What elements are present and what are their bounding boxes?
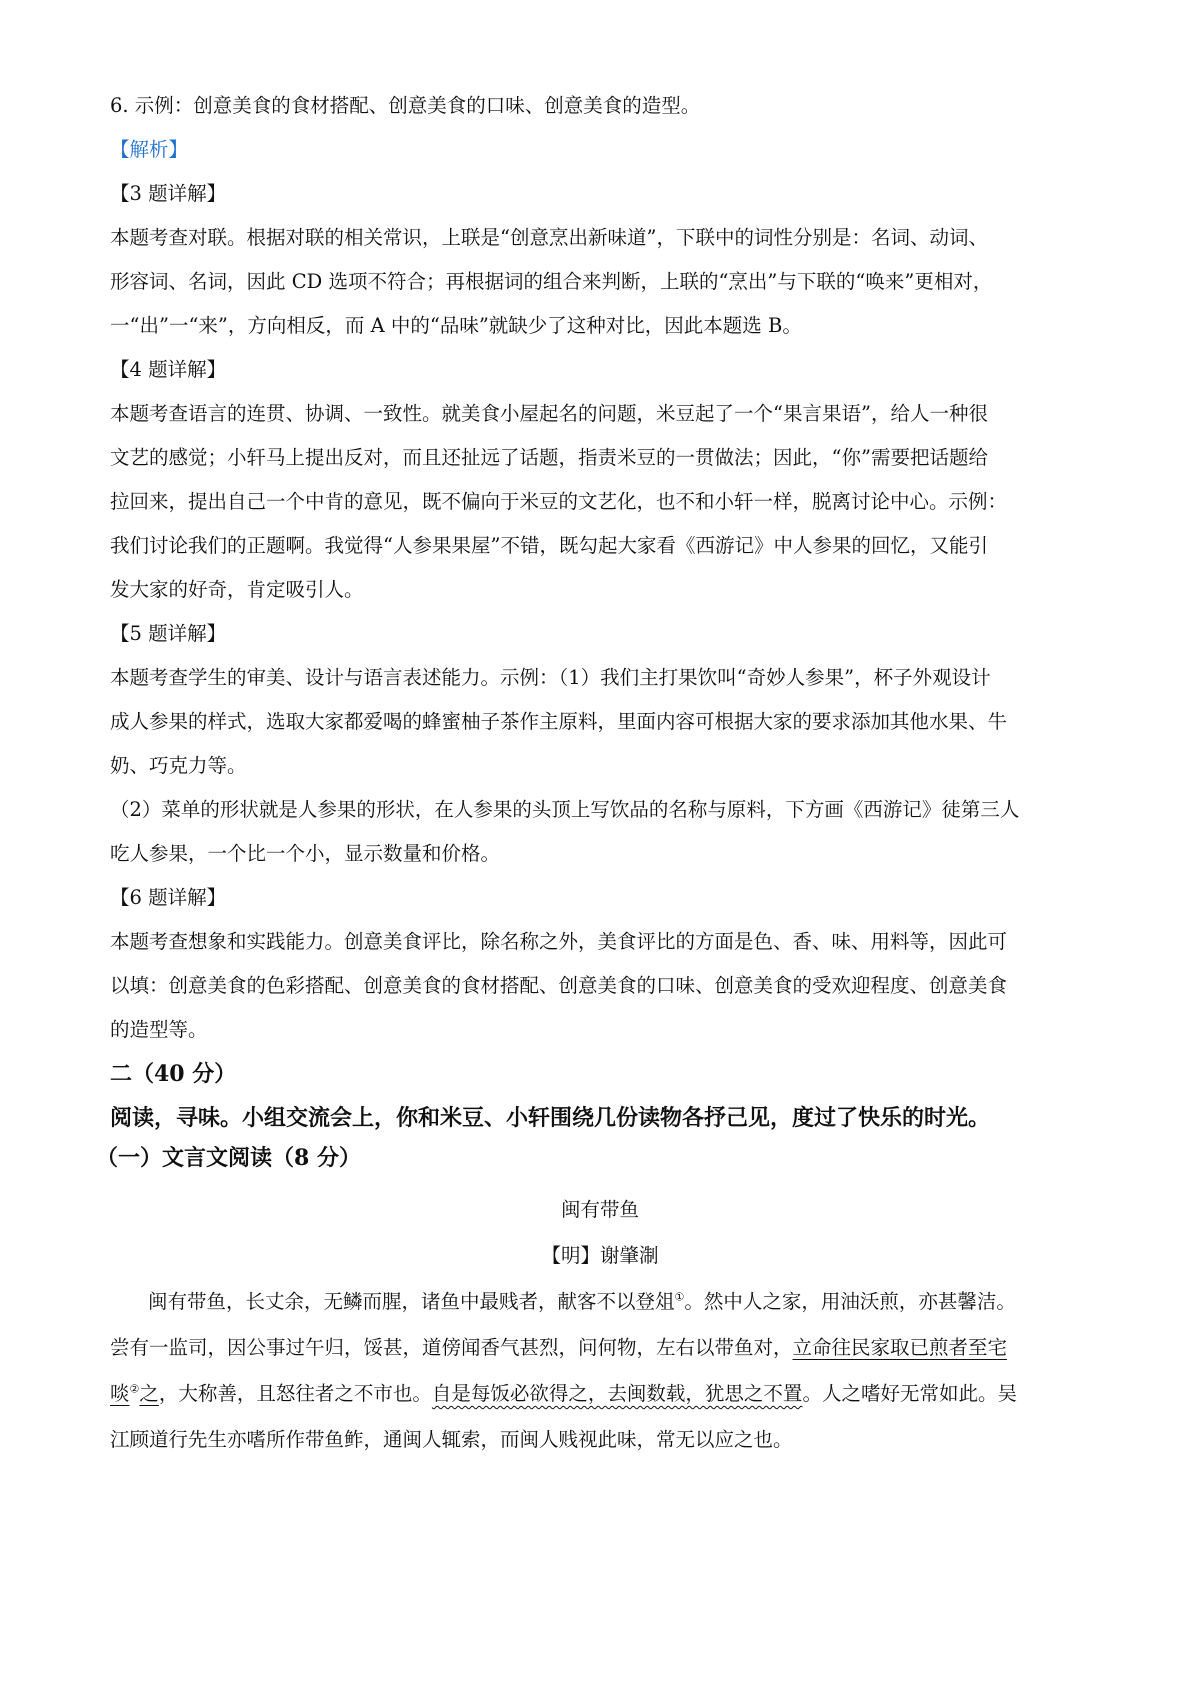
underlined-sentence: 啖	[110, 1382, 130, 1405]
classical-text: ，大称善，且怒往者之不市也。	[158, 1382, 432, 1405]
classical-line	[110, 1372, 1100, 1416]
wavy-underlined-sentence: 自是每饭必欲得之，去闽数载，犹思之不置	[431, 1382, 803, 1405]
q5-line: 奶、巧克力等。	[110, 754, 247, 777]
q6-line: 本题考查想象和实践能力。创意美食评比，除名称之外，美食评比的方面是色、香、味、用料等，因此可	[110, 930, 1008, 953]
underlined-sentence: 之	[139, 1382, 159, 1405]
underlined-sentence: 立命往民家取已煎者至宅	[792, 1336, 1008, 1359]
classical-line: 江顾道行先生亦嗜所作带鱼鲊，通闽人辄索，而闽人贱视此味，常无以应之也。	[110, 1428, 793, 1451]
q4-line: 我们讨论我们的正题啊。我觉得“人参果果屋”不错，既勾起大家看《西游记》中人参果的回忆，又能引	[110, 534, 988, 557]
q4-line: 拉回来，提出自己一个中肯的意见，既不偏向于米豆的文艺化，也不和小轩一样，脱离讨论中心。示例：	[110, 490, 1008, 513]
section-2-title: 二（40 分）	[110, 1061, 237, 1087]
q4-line: 文艺的感觉；小轩马上提出反对，而且还扯远了话题，指责米豆的一贯做法；因此，“你”需要把话题给	[110, 446, 988, 469]
q5-line: 吃人参果，一个比一个小，显示数量和价格。	[110, 842, 501, 865]
q3-line: 形容词、名词，因此 CD 选项不符合；再根据词的组合来判断，上联的“烹出”与下联的“唤来”更相对，	[110, 270, 993, 293]
section-2-intro: 阅读，寻味。小组交流会上，你和米豆、小轩围绕几份读物各抒己见，度过了快乐的时光。	[110, 1105, 991, 1131]
q6-line: 的造型等。	[110, 1018, 208, 1041]
q4-heading: 【4 题详解】	[110, 358, 227, 381]
classical-author: 【明】谢肇淛	[541, 1244, 659, 1267]
analysis-label: 【解析】	[110, 138, 189, 161]
answer-6: 6. 示例：创意美食的食材搭配、创意美食的口味、创意美食的造型。	[110, 94, 701, 117]
q3-line: 本题考查对联。根据对联的相关常识，上联是“创意烹出新味道”，下联中的词性分别是：名词、动词、	[110, 226, 988, 249]
q4-line: 发大家的好奇，肯定吸引人。	[110, 578, 364, 601]
q4-line: 本题考查语言的连贯、协调、一致性。就美食小屋起名的问题，米豆起了一个“果言果语”，给人一种很	[110, 402, 988, 425]
section-2-subtitle: （一）文言文阅读（8 分）	[96, 1145, 361, 1171]
classical-text: 。人之嗜好无常如此。吴	[802, 1382, 1017, 1405]
classical-title: 闽有带鱼	[560, 1198, 639, 1221]
q5-line: （2）菜单的形状就是人参果的形状，在人参果的头顶上写饮品的名称与原料，下方画《西游记》徒第三人	[110, 798, 1020, 821]
q5-line: 成人参果的样式，选取大家都爱喝的蜂蜜柚子茶作主原料，里面内容可根据大家的要求添加其他水果、牛	[110, 710, 1008, 733]
classical-text: 尝有一监司，因公事过午归，馁甚，道傍闻香气甚烈，问何物，左右以带鱼对，	[110, 1336, 793, 1359]
q6-heading: 【6 题详解】	[110, 886, 227, 909]
footnote-marker: ①	[674, 1290, 685, 1304]
classical-text: 。然中人之家，用油沃煎，亦甚馨洁。	[684, 1290, 1016, 1313]
classical-line	[110, 1326, 1100, 1370]
q6-line: 以填：创意美食的色彩搭配、创意美食的食材搭配、创意美食的口味、创意美食的受欢迎程度、创意美食	[110, 974, 1008, 997]
classical-line	[148, 1280, 1100, 1324]
q5-heading: 【5 题详解】	[110, 622, 227, 645]
footnote-marker: ②	[129, 1382, 140, 1396]
classical-text: 闽有带鱼，长丈余，无鳞而腥，诸鱼中最贱者，献客不以登俎	[148, 1290, 675, 1313]
q3-line: 一“出”一“来”，方向相反，而 A 中的“品味”就缺少了这种对比，因此本题选 B。	[110, 314, 802, 337]
q3-heading: 【3 题详解】	[110, 182, 227, 205]
q5-line: 本题考查学生的审美、设计与语言表述能力。示例：（1）我们主打果饮叫“奇妙人参果”，杯子外观设计	[110, 666, 991, 689]
